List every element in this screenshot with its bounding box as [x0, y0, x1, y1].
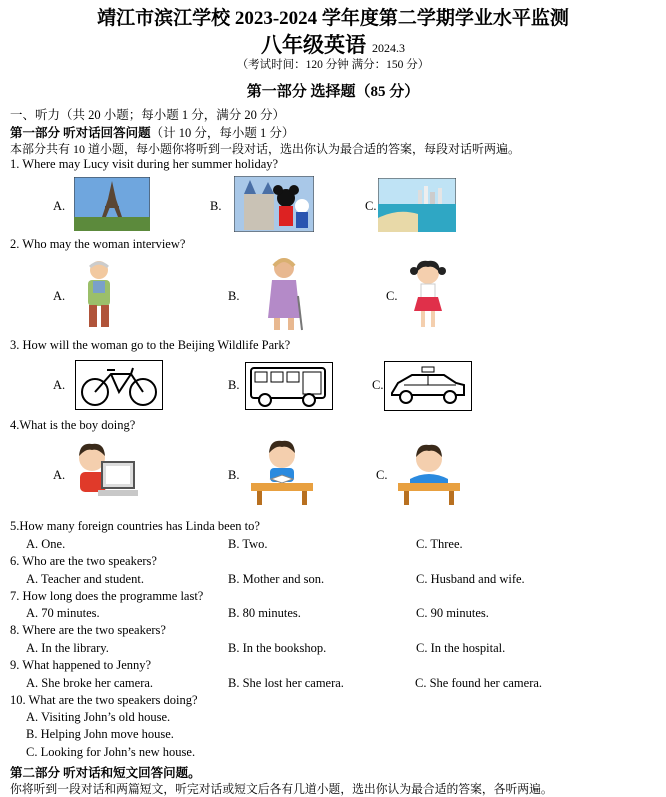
question-7: 7. How long does the programme last? — [10, 589, 204, 603]
q4-option-c-label: C. — [376, 468, 388, 482]
exam-date: 2024.3 — [372, 41, 405, 55]
q10-option-a: A. Visiting John’s old house. — [26, 710, 171, 724]
q1-option-a-label: A. — [53, 199, 66, 213]
q2-option-c-label: C. — [386, 289, 398, 303]
q8-option-a: A. In the library. — [26, 641, 109, 655]
question-1: 1. Where may Lucy visit during her summer holiday? — [10, 157, 279, 171]
q3-option-b-label: B. — [228, 378, 240, 392]
section-two-instructions: 你将听到一段对话和两篇短文，听完对话或短文后各有几道小题，选出你认为最合适的答案，各听两遍。 — [10, 782, 553, 796]
subheading-bold: 第一部分 听对话回答问题 — [10, 126, 151, 140]
q5-option-a: A. One. — [26, 537, 66, 551]
q6-option-b: B. Mother and son. — [228, 572, 325, 586]
q3-option-a-label: A. — [53, 378, 66, 392]
subject-title: 八年级英语 — [261, 33, 366, 57]
question-9: 9. What happened to Jenny? — [10, 658, 152, 672]
q9-option-c: C. She found her camera. — [415, 676, 543, 690]
girl-icon — [408, 259, 448, 331]
disney-castle-photo — [234, 176, 314, 232]
q6-option-a: A. Teacher and student. — [26, 572, 144, 586]
q8-option-c: C. In the hospital. — [416, 641, 506, 655]
old-man-icon — [76, 259, 122, 329]
q5-option-b: B. Two. — [228, 537, 268, 551]
question-3: 3. How will the woman go to the Beijing Wildlife Park? — [10, 338, 291, 352]
bus-icon — [245, 362, 333, 410]
q10-option-c: C. Looking for John’s new house. — [26, 745, 196, 759]
section-subheading — [10, 123, 294, 141]
boy-computer-icon — [72, 440, 138, 504]
q3-option-c-label: C. — [372, 378, 384, 392]
part-one-title: 第一部分 选择题（85 分） — [246, 84, 420, 100]
q9-option-a: A. She broke her camera. — [26, 676, 154, 690]
section-instructions: 本部分共有 10 道小题，每小题你将听到一段对话，选出你认为最合适的答案，每段对话听两遍。 — [10, 142, 521, 156]
section-two-heading: 第二部分 听对话和短文回答问题。 — [10, 766, 201, 780]
q7-option-a: A. 70 minutes. — [26, 606, 100, 620]
question-4: 4.What is the boy doing? — [10, 418, 136, 432]
q7-option-b: B. 80 minutes. — [228, 606, 301, 620]
q8-option-b: B. In the bookshop. — [228, 641, 327, 655]
q5-option-c: C. Three. — [416, 537, 463, 551]
exam-subtitle — [0, 29, 666, 59]
exam-info: （考试时间：120 分钟 满分：150 分） — [236, 59, 430, 71]
bicycle-icon — [75, 360, 163, 410]
beach-city-photo — [378, 178, 456, 232]
q9-option-b: B. She lost her camera. — [228, 676, 344, 690]
boy-reading-icon — [249, 437, 315, 507]
question-10: 10. What are the two speakers doing? — [10, 693, 198, 707]
eiffel-tower-photo — [74, 177, 150, 231]
boy-sleeping-icon — [396, 437, 462, 507]
question-2: 2. Who may the woman interview? — [10, 237, 186, 251]
q1-option-c-label: C. — [365, 199, 377, 213]
q2-option-b-label: B. — [228, 289, 240, 303]
question-6: 6. Who are the two speakers? — [10, 554, 157, 568]
taxi-icon — [384, 361, 472, 411]
q4-option-a-label: A. — [53, 468, 66, 482]
q7-option-c: C. 90 minutes. — [416, 606, 489, 620]
subheading-rest: （计 10 分，每小题 1 分） — [150, 126, 295, 140]
q10-option-b: B. Helping John move house. — [26, 727, 174, 741]
exam-title: 靖江市滨江学校 2023-2024 学年度第二学期学业水平监测 — [97, 8, 569, 29]
q6-option-c: C. Husband and wife. — [416, 572, 525, 586]
section-heading: 一、听力（共 20 小题；每小题 1 分，满分 20 分） — [10, 108, 286, 122]
q1-option-b-label: B. — [210, 199, 222, 213]
old-woman-icon — [262, 256, 308, 332]
question-8: 8. Where are the two speakers? — [10, 623, 166, 637]
question-5: 5.How many foreign countries has Linda been to? — [10, 519, 260, 533]
q4-option-b-label: B. — [228, 468, 240, 482]
q2-option-a-label: A. — [53, 289, 66, 303]
